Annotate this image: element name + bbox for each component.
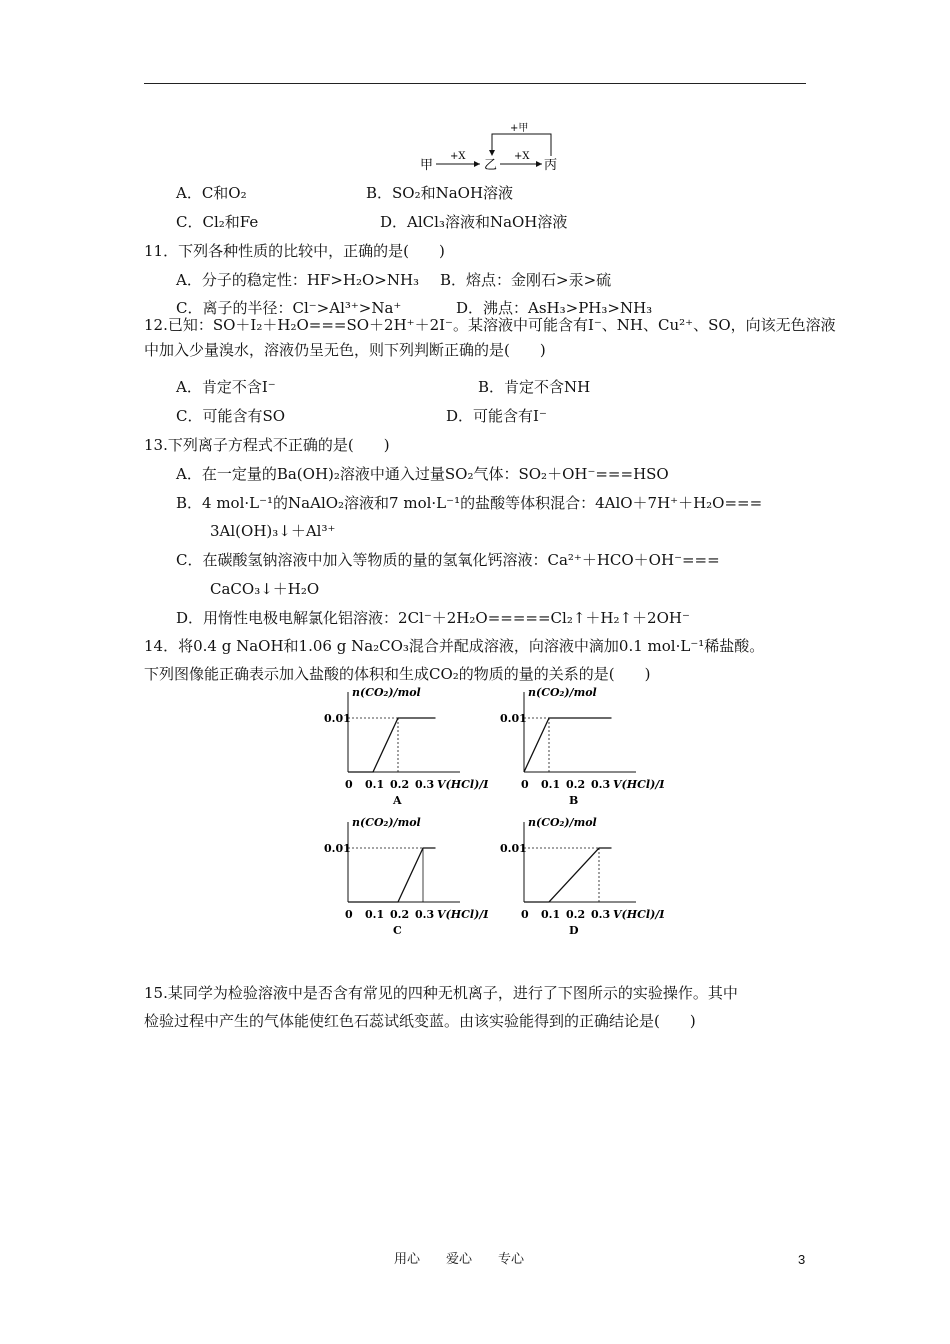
graph-caption: A xyxy=(393,794,402,804)
x-tick-label: 0.3 xyxy=(415,908,435,921)
chart-svg xyxy=(494,684,664,804)
y-tick-label: 0.01 xyxy=(324,842,351,855)
q13-option-d: D．用惰性电极电解氯化铝溶液：2Cl⁻＋2H₂O=====Cl₂↑＋H₂↑＋2OH⁻ xyxy=(176,609,690,627)
x-tick-label: 0 xyxy=(345,778,353,791)
x-tick-label: 0 xyxy=(521,908,529,921)
x-tick-label: 0.1 xyxy=(365,908,385,921)
x-tick-label: 0.2 xyxy=(566,778,586,791)
q12-option-c: C．可能含有SO xyxy=(176,407,286,425)
footer-motto: 用心 爱心 专心 xyxy=(394,1252,525,1267)
x-axis-label: V(HCl)/L xyxy=(613,908,664,921)
q13-option-c-line1: C．在碳酸氢钠溶液中加入等物质的量的氢氧化钙溶液：Ca²⁺＋HCO＋OH⁻=== xyxy=(176,551,720,569)
graph-caption: D xyxy=(569,924,579,934)
x-tick-label: 0.3 xyxy=(591,908,611,921)
scheme-jia: 甲 xyxy=(420,158,434,173)
q11-option-b: B．熔点：金刚石>汞>硫 xyxy=(440,271,612,289)
chart-svg xyxy=(318,684,488,804)
data-line xyxy=(524,718,612,772)
x-tick-label: 0.3 xyxy=(415,778,435,791)
page-number: 3 xyxy=(798,1252,806,1267)
q13-option-c-line2: CaCO₃↓＋H₂O xyxy=(210,580,320,598)
x-axis-label: V(HCl)/L xyxy=(437,778,488,791)
y-axis-label: n(CO₂)/mol xyxy=(352,686,421,699)
data-line xyxy=(348,718,436,772)
q13-option-b-line2: 3Al(OH)₃↓＋Al³⁺ xyxy=(210,522,336,540)
graph-d xyxy=(494,814,664,938)
scheme-plus-jia: +甲 xyxy=(510,123,529,134)
scheme-yi: 乙 xyxy=(484,158,498,173)
graph-a xyxy=(318,684,488,808)
y-tick-label: 0.01 xyxy=(500,842,527,855)
x-tick-label: 0.2 xyxy=(390,778,410,791)
q11-option-a: A．分子的稳定性：HF>H₂O>NH₃ xyxy=(176,271,420,289)
x-tick-label: 0.1 xyxy=(365,778,385,791)
q12-stem-line2: 中加入少量溴水，溶液仍呈无色，则下列判断正确的是( ) xyxy=(144,341,546,359)
x-tick-label: 0.1 xyxy=(541,778,561,791)
header-rule xyxy=(144,83,806,84)
x-axis-label: V(HCl)/L xyxy=(437,908,488,921)
q11-option-d: D．沸点：AsH₃>PH₃>NH₃ xyxy=(456,299,653,317)
scheme-plus-x-2: +X xyxy=(514,151,530,162)
y-tick-label: 0.01 xyxy=(324,712,351,725)
y-axis-label: n(CO₂)/mol xyxy=(352,816,421,829)
q11-option-c: C．离子的半径：Cl⁻>Al³⁺>Na⁺ xyxy=(176,299,402,317)
x-tick-label: 0.1 xyxy=(541,908,561,921)
chart-svg xyxy=(318,814,488,934)
q10-option-d: D．AlCl₃溶液和NaOH溶液 xyxy=(380,213,568,231)
q10-option-c: C．Cl₂和Fe xyxy=(176,213,259,231)
q10-option-b: B．SO₂和NaOH溶液 xyxy=(366,184,514,202)
chart-svg xyxy=(494,814,664,934)
y-tick-label: 0.01 xyxy=(500,712,527,725)
data-line xyxy=(348,848,436,902)
q14-stem-line2: 下列图像能正确表示加入盐酸的体积和生成CO₂的物质的量的关系的是( ) xyxy=(144,665,651,683)
graph-caption: C xyxy=(393,924,402,934)
y-axis-label: n(CO₂)/mol xyxy=(528,686,597,699)
graph-caption: B xyxy=(569,794,579,804)
x-tick-label: 0 xyxy=(345,908,353,921)
q15-stem-line1: 15.某同学为检验溶液中是否含有常见的四种无机离子，进行了下图所示的实验操作。其中 xyxy=(144,984,738,1002)
x-tick-label: 0.2 xyxy=(566,908,586,921)
x-tick-label: 0.2 xyxy=(390,908,410,921)
y-axis-label: n(CO₂)/mol xyxy=(528,816,597,829)
q14-stem-line1: 14．将0.4 g NaOH和1.06 g Na₂CO₃混合并配成溶液，向溶液中滴加0.1 mol·L⁻¹稀盐酸。 xyxy=(144,637,765,655)
q13-stem: 13.下列离子方程式不正确的是( ) xyxy=(144,436,390,454)
q11-stem: 11．下列各种性质的比较中，正确的是( ) xyxy=(144,242,445,260)
x-tick-label: 0 xyxy=(521,778,529,791)
scheme-plus-x-1: +X xyxy=(450,151,466,162)
q12-option-b: B．肯定不含NH xyxy=(478,378,591,396)
graph-c xyxy=(318,814,488,938)
q12-option-d: D．可能含有I⁻ xyxy=(446,407,547,425)
x-tick-label: 0.3 xyxy=(591,778,611,791)
q10-option-a: A．C和O₂ xyxy=(176,184,247,202)
q12-option-a: A．肯定不含I⁻ xyxy=(176,378,276,396)
scheme-bing: 丙 xyxy=(544,158,558,173)
q15-stem-line2: 检验过程中产生的气体能使红色石蕊试纸变蓝。由该实验能得到的正确结论是( ) xyxy=(144,1012,696,1030)
q13-option-a: A．在一定量的Ba(OH)₂溶液中通入过量SO₂气体：SO₂＋OH⁻===HSO xyxy=(176,465,669,483)
x-axis-label: V(HCl)/L xyxy=(613,778,664,791)
reaction-scheme xyxy=(420,120,570,184)
q12-stem-line1: 12.已知：SO＋I₂＋H₂O===SO＋2H⁺＋2I⁻。某溶液中可能含有I⁻、NH、Cu²⁺、SO，向该无色溶液 xyxy=(144,316,836,334)
graph-b xyxy=(494,684,664,808)
q13-option-b-line1: B．4 mol·L⁻¹的NaAlO₂溶液和7 mol·L⁻¹的盐酸等体积混合：4AlO＋7H⁺＋H₂O=== xyxy=(176,494,763,512)
data-line xyxy=(524,848,612,902)
